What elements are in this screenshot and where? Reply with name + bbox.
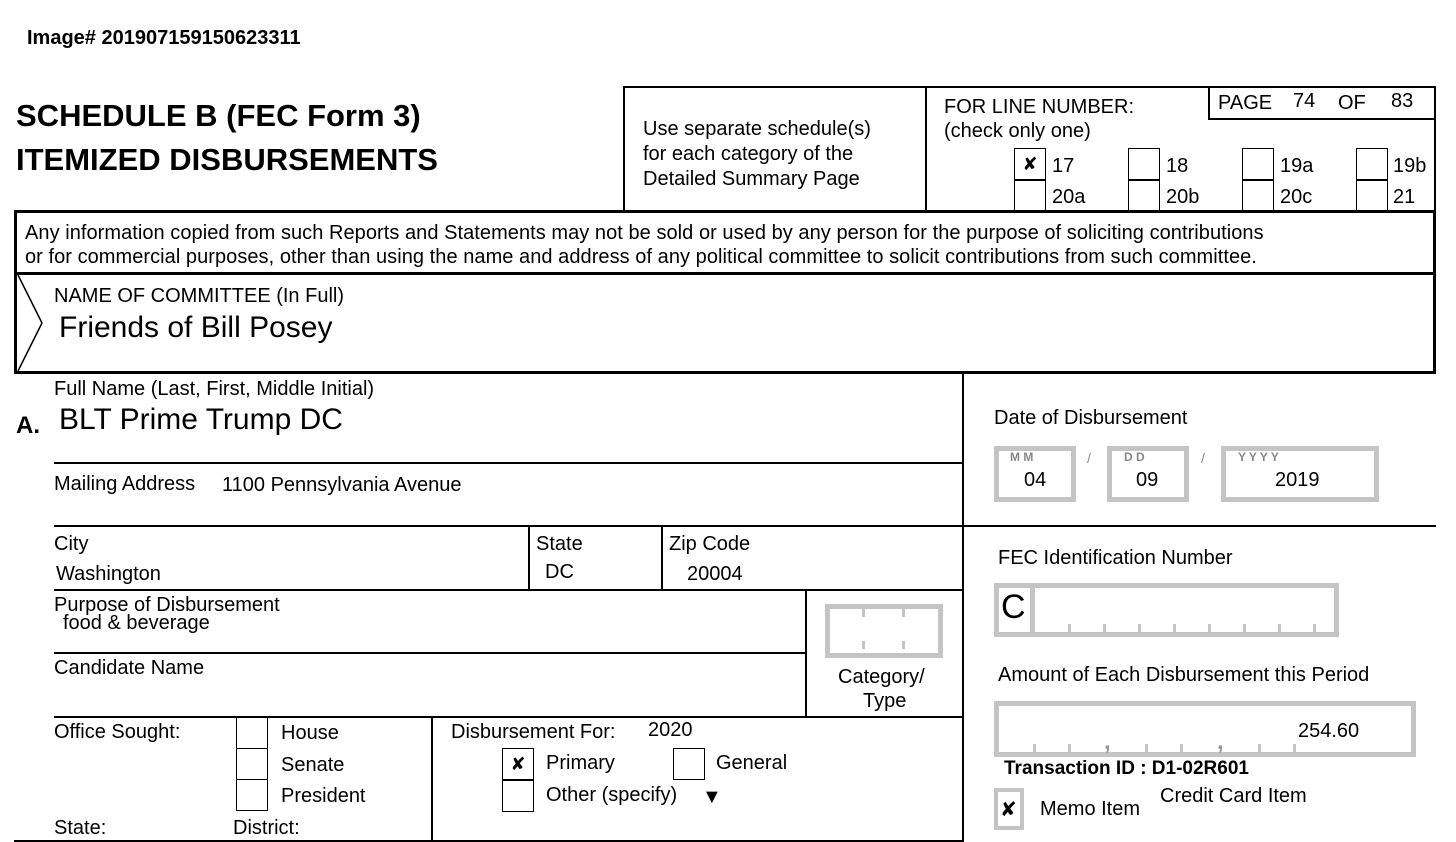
- state-value[interactable]: DC: [545, 561, 574, 583]
- district-label: District:: [233, 817, 300, 839]
- line-18-label: 18: [1166, 155, 1189, 177]
- line-17-checkbox[interactable]: ✘: [1014, 148, 1046, 180]
- zip-value[interactable]: 20004: [687, 563, 743, 585]
- office-house-label: House: [281, 722, 339, 744]
- general-label: General: [716, 752, 788, 774]
- committee-name[interactable]: Friends of Bill Posey: [59, 311, 333, 344]
- notice-line: or for commercial purposes, other than using the name and address of any political committee to solicit contributions from such committee.: [25, 246, 1257, 268]
- fec-id-prefix: C: [1001, 588, 1026, 626]
- date-day: 09: [1136, 469, 1159, 491]
- amount-label: Amount of Each Disbursement this Period: [998, 664, 1370, 686]
- line-19b-checkbox[interactable]: [1356, 148, 1388, 180]
- line-21-label: 21: [1393, 186, 1416, 208]
- line-19b-label: 19b: [1393, 155, 1427, 177]
- disbursement-for-label: Disbursement For:: [451, 721, 616, 743]
- line-19a-checkbox[interactable]: [1242, 148, 1274, 180]
- city-value[interactable]: Washington: [56, 563, 161, 585]
- purpose-value[interactable]: food & beverage: [63, 612, 210, 634]
- state-field-label: State:: [54, 817, 107, 839]
- city-label: City: [54, 533, 89, 555]
- office-president-checkbox[interactable]: [236, 779, 268, 811]
- date-month: 04: [1024, 469, 1047, 491]
- office-president-label: President: [281, 785, 366, 807]
- zip-label: Zip Code: [669, 533, 751, 555]
- office-senate-label: Senate: [281, 754, 345, 776]
- date-year: 2019: [1275, 469, 1320, 491]
- category-type-field[interactable]: [825, 604, 943, 658]
- other-label: Other (specify): [546, 784, 678, 806]
- candidate-name-label: Candidate Name: [54, 657, 205, 679]
- payee-name[interactable]: BLT Prime Trump DC: [59, 403, 343, 436]
- page-of: OF: [1338, 92, 1366, 114]
- full-name-label: Full Name (Last, First, Middle Initial): [54, 378, 375, 400]
- amount-value: 254.60: [1298, 720, 1360, 742]
- date-year-hint: Y Y Y Y: [1238, 450, 1279, 464]
- category-label: Category/: [838, 666, 925, 688]
- purpose-label: Purpose of Disbursement: [54, 594, 280, 616]
- date-label: Date of Disbursement: [994, 407, 1188, 429]
- other-checkbox[interactable]: [502, 780, 534, 812]
- mailing-address[interactable]: 1100 Pennsylvania Avenue: [222, 474, 462, 496]
- page-label: PAGE: [1218, 92, 1273, 114]
- instructions-line: for each category of the: [643, 143, 854, 165]
- credit-card-label: Credit Card Item: [1160, 785, 1307, 807]
- instructions-line: Detailed Summary Page: [643, 168, 860, 190]
- mailing-address-label: Mailing Address: [54, 473, 196, 495]
- line-20c-label: 20c: [1280, 186, 1313, 208]
- line-20a-checkbox[interactable]: [1014, 180, 1046, 212]
- date-day-hint: D D: [1124, 450, 1145, 464]
- date-month-hint: M M: [1010, 450, 1034, 464]
- line-20c-checkbox[interactable]: [1242, 180, 1274, 212]
- line-20b-label: 20b: [1166, 186, 1200, 208]
- office-sought-label: Office Sought:: [54, 721, 181, 743]
- page-current: 74: [1293, 90, 1316, 112]
- committee-label: NAME OF COMMITTEE (In Full): [54, 285, 344, 307]
- office-senate-checkbox[interactable]: [236, 748, 268, 780]
- primary-checkbox[interactable]: ✘: [502, 748, 534, 780]
- line-18-checkbox[interactable]: [1128, 148, 1160, 180]
- line-20a-label: 20a: [1052, 186, 1086, 208]
- notice-line: Any information copied from such Reports and Statements may not be sold or used by any person for the purpose of soliciting contributions: [25, 222, 1264, 244]
- primary-label: Primary: [546, 752, 615, 774]
- fec-id-label: FEC Identification Number: [998, 547, 1233, 569]
- fec-id-field[interactable]: [994, 583, 1339, 637]
- memo-check-mark: ✘: [1000, 799, 1017, 821]
- other-arrow-icon: ▼: [702, 786, 722, 808]
- page-total: 83: [1391, 90, 1414, 112]
- form-title: SCHEDULE B (FEC Form 3): [16, 98, 421, 133]
- general-checkbox[interactable]: [673, 748, 705, 780]
- line-number-label: FOR LINE NUMBER:: [944, 96, 1135, 118]
- disbursement-year[interactable]: 2020: [648, 719, 693, 741]
- line-17-label: 17: [1052, 155, 1075, 177]
- office-house-checkbox[interactable]: [236, 717, 268, 749]
- date-separator: /: [1201, 450, 1205, 466]
- line-21-checkbox[interactable]: [1356, 180, 1388, 212]
- entry-letter: A.: [16, 412, 40, 439]
- state-label: State: [536, 533, 583, 555]
- image-id: Image# 201907159150623311: [27, 27, 301, 49]
- committee-arrow-icon: [14, 273, 48, 373]
- line-number-hint: (check only one): [944, 120, 1091, 142]
- line-19a-label: 19a: [1280, 155, 1314, 177]
- line-20b-checkbox[interactable]: [1128, 180, 1160, 212]
- transaction-id: Transaction ID : D1-02R601: [1004, 758, 1249, 779]
- date-separator: /: [1087, 450, 1091, 466]
- instructions-line: Use separate schedule(s): [643, 118, 871, 140]
- memo-label: Memo Item: [1040, 798, 1141, 820]
- type-label: Type: [863, 690, 907, 712]
- form-subtitle: ITEMIZED DISBURSEMENTS: [16, 142, 438, 177]
